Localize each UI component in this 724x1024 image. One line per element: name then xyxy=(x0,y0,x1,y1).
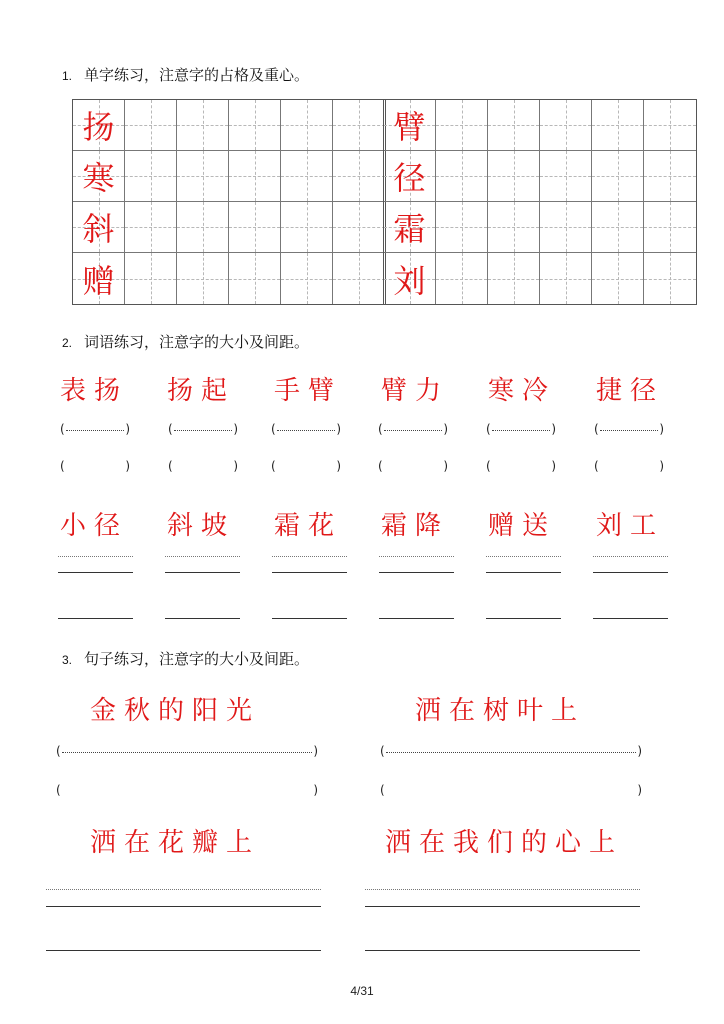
sentence-4: 洒在我们的心上 xyxy=(385,828,624,858)
writing-line[interactable] xyxy=(58,572,133,573)
word-1-3: 手臂 xyxy=(273,376,342,406)
grid-cell[interactable] xyxy=(177,202,229,253)
grid-cell[interactable] xyxy=(592,253,644,304)
grid-cell[interactable] xyxy=(488,253,540,304)
word-1-1: 表扬 xyxy=(59,376,128,406)
grid-cell[interactable] xyxy=(333,253,385,304)
grid-cell[interactable] xyxy=(592,151,644,202)
writing-line[interactable] xyxy=(46,906,321,907)
word-2-2: 斜坡 xyxy=(166,511,235,541)
dotted-guide-line xyxy=(165,556,240,557)
section-3-title xyxy=(62,648,309,669)
sentence-2: 洒在树叶上 xyxy=(415,696,586,726)
word-2-6: 刘工 xyxy=(595,511,664,541)
dotted-guide-line xyxy=(379,556,454,557)
writing-line[interactable] xyxy=(486,572,561,573)
section-3-instruction: 句子练习，注意字的大小及间距。 xyxy=(84,650,310,668)
writing-line[interactable] xyxy=(272,618,347,619)
grid-cell[interactable] xyxy=(333,151,385,202)
answer-paren-blank[interactable]: ( ) xyxy=(378,459,448,473)
word-1-2: 扬起 xyxy=(166,376,235,406)
grid-cell[interactable] xyxy=(592,100,644,151)
grid-cell[interactable] xyxy=(177,253,229,304)
answer-paren-blank[interactable]: ( ) xyxy=(594,459,664,473)
grid-cell[interactable] xyxy=(592,202,644,253)
grid-cell[interactable] xyxy=(281,202,333,253)
word-1-6: 捷径 xyxy=(595,376,664,406)
dotted-guide-line xyxy=(486,556,561,557)
grid-cell[interactable] xyxy=(436,100,488,151)
grid-cell[interactable] xyxy=(488,100,540,151)
grid-cell[interactable] xyxy=(229,253,281,304)
model-character: 霜 xyxy=(393,210,426,248)
model-character: 赠 xyxy=(82,261,115,300)
answer-paren[interactable]: ( ) xyxy=(486,422,556,436)
grid-cell[interactable] xyxy=(384,151,436,202)
writing-line[interactable] xyxy=(165,572,240,573)
answer-paren-wide-blank[interactable]: ( ) xyxy=(56,783,318,797)
writing-line[interactable] xyxy=(379,572,454,573)
writing-line[interactable] xyxy=(486,618,561,619)
section-1-instruction: 单字练习，注意字的占格及重心。 xyxy=(84,66,310,84)
grid-cell[interactable] xyxy=(384,100,436,151)
word-2-5: 赠送 xyxy=(487,511,556,541)
answer-paren-blank[interactable]: ( ) xyxy=(168,459,238,473)
grid-cell[interactable] xyxy=(644,100,696,151)
grid-cell[interactable] xyxy=(73,151,125,202)
grid-cell[interactable] xyxy=(436,202,488,253)
page-number: 4/31 xyxy=(350,984,374,998)
grid-cell[interactable] xyxy=(229,202,281,253)
model-character: 刘 xyxy=(393,261,426,300)
model-character: 径 xyxy=(393,159,426,197)
section-3-number: 3. xyxy=(62,653,73,667)
grid-cell[interactable] xyxy=(281,151,333,202)
grid-cell[interactable] xyxy=(125,100,177,151)
answer-paren[interactable]: ( ) xyxy=(594,422,664,436)
writing-line[interactable] xyxy=(593,572,668,573)
grid-cell[interactable] xyxy=(125,202,177,253)
section-2-title xyxy=(62,331,309,352)
section-2-instruction: 词语练习，注意字的大小及间距。 xyxy=(84,333,310,351)
section-1-title xyxy=(62,64,309,85)
grid-cell[interactable] xyxy=(540,202,592,253)
grid-cell[interactable] xyxy=(436,253,488,304)
grid-cell[interactable] xyxy=(333,100,385,151)
writing-line[interactable] xyxy=(272,572,347,573)
writing-line[interactable] xyxy=(165,618,240,619)
word-2-4: 霜降 xyxy=(380,511,449,541)
answer-paren-wide-blank[interactable]: ( ) xyxy=(380,783,642,797)
grid-cell[interactable] xyxy=(125,151,177,202)
word-2-3: 霜花 xyxy=(273,511,342,541)
dotted-guide-line xyxy=(58,556,133,557)
dotted-guide-line xyxy=(272,556,347,557)
writing-line[interactable] xyxy=(58,618,133,619)
grid-cell[interactable] xyxy=(229,151,281,202)
grid-cell[interactable] xyxy=(177,151,229,202)
grid-cell[interactable] xyxy=(73,202,125,253)
dotted-guide-line xyxy=(593,556,668,557)
grid-cell[interactable] xyxy=(73,253,125,304)
model-character: 斜 xyxy=(82,210,115,248)
grid-cell[interactable] xyxy=(540,151,592,202)
answer-paren-blank[interactable]: ( ) xyxy=(486,459,556,473)
practice-grid-left xyxy=(72,99,386,305)
dotted-guide-line xyxy=(46,889,321,890)
grid-cell[interactable] xyxy=(229,100,281,151)
writing-line[interactable] xyxy=(365,906,640,907)
word-1-5: 寒冷 xyxy=(487,376,556,406)
section-1-number: 1. xyxy=(62,69,73,83)
answer-paren-wide[interactable]: ( ) xyxy=(56,744,318,758)
grid-cell[interactable] xyxy=(488,151,540,202)
answer-paren-blank[interactable]: ( ) xyxy=(60,459,130,473)
grid-cell[interactable] xyxy=(644,253,696,304)
word-2-1: 小径 xyxy=(59,511,128,541)
section-2-number: 2. xyxy=(62,336,73,350)
dotted-guide-line xyxy=(365,889,640,890)
answer-paren[interactable]: ( ) xyxy=(271,422,341,436)
grid-cell[interactable] xyxy=(125,253,177,304)
answer-paren-blank[interactable]: ( ) xyxy=(271,459,341,473)
practice-grid-right xyxy=(383,99,697,305)
model-character: 扬 xyxy=(82,108,115,146)
writing-line[interactable] xyxy=(593,618,668,619)
grid-cell[interactable] xyxy=(436,151,488,202)
word-1-4: 臂力 xyxy=(380,376,449,406)
grid-cell[interactable] xyxy=(333,202,385,253)
model-character: 寒 xyxy=(82,159,115,197)
answer-paren[interactable]: ( ) xyxy=(378,422,448,436)
grid-cell[interactable] xyxy=(384,202,436,253)
writing-line[interactable] xyxy=(46,950,321,951)
writing-line[interactable] xyxy=(379,618,454,619)
writing-line[interactable] xyxy=(365,950,640,951)
grid-cell[interactable] xyxy=(281,253,333,304)
sentence-1: 金秋的阳光 xyxy=(90,696,261,726)
grid-cell[interactable] xyxy=(73,100,125,151)
grid-cell[interactable] xyxy=(540,253,592,304)
model-character: 臂 xyxy=(393,108,426,146)
sentence-3: 洒在花瓣上 xyxy=(90,828,261,858)
grid-cell[interactable] xyxy=(540,100,592,151)
grid-cell[interactable] xyxy=(644,202,696,253)
grid-cell[interactable] xyxy=(644,151,696,202)
grid-cell[interactable] xyxy=(384,253,436,304)
answer-paren[interactable]: ( ) xyxy=(168,422,238,436)
grid-cell[interactable] xyxy=(281,100,333,151)
answer-paren-wide[interactable]: ( ) xyxy=(380,744,642,758)
answer-paren[interactable]: ( ) xyxy=(60,422,130,436)
grid-cell[interactable] xyxy=(488,202,540,253)
grid-cell[interactable] xyxy=(177,100,229,151)
